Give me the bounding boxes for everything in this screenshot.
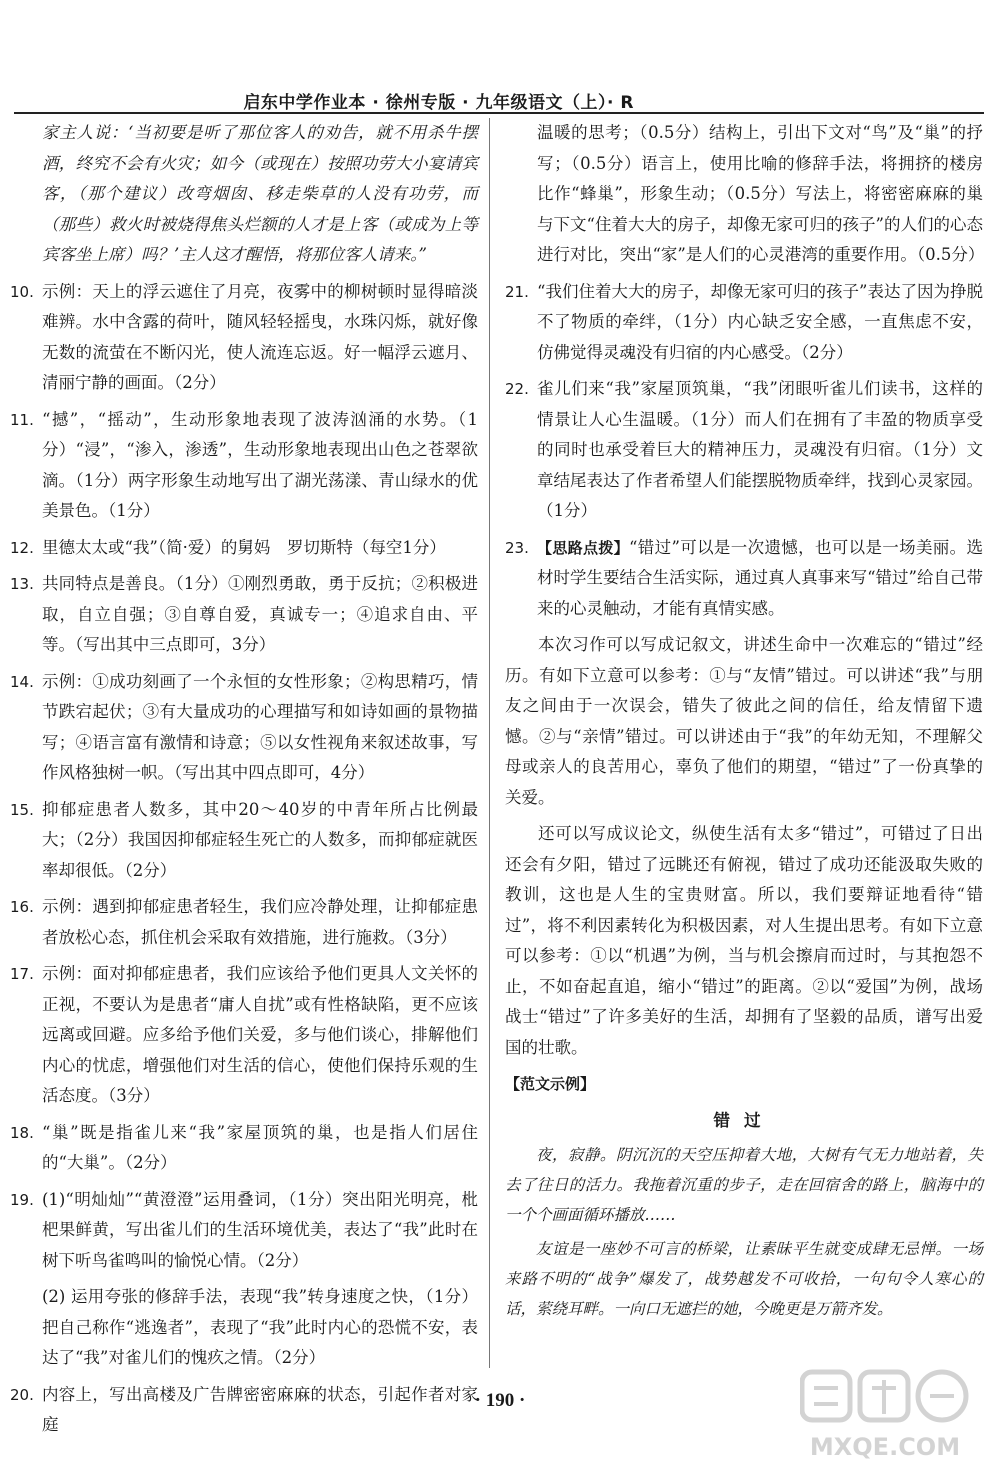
item-text: (1)“明灿灿”“黄澄澄”运用叠词，（1分）突出阳光明亮，枇杷果鲜黄，写出雀儿们的生活环境优美，表达了“我”此时在树下听鸟雀鸣叫的愉悦心情。（2分） — [42, 1189, 478, 1270]
item-text: 示例：①成功刻画了一个永恒的女性形象；②构思精巧，情节跌宕起伏；③有大量成功的心理描写和如诗如画的景物描写；④语言富有激情和诗意；⑤以女性视角来叙述故事，写作风格独树一帜。（写出其中四点即可，4分） — [42, 671, 478, 782]
item-number: 19. — [10, 1190, 34, 1209]
guidance-paragraph-1: 本次习作可以写成记叙文，讲述生命中一次难忘的“错过”经历。有如下立意可以参考：①与“友情”错过。可以讲述“我”与朋友之间由于一次误会，错失了彼此之间的信任，给友情留下遗憾。②与“亲情”错过。可以讲述由于“我”的年幼无知，不理解父母或亲人的良苦用心，辜负了他们的期望，“错过”了一份真挚的关爱。 — [505, 635, 983, 807]
answer-21 — [505, 277, 983, 369]
item-number: 23. — [505, 538, 529, 557]
column-divider — [489, 118, 490, 1368]
answer-9-continued: 家主人说：‘当初要是听了那位客人的劝告，就不用杀牛摆酒，终究不会有火灾；如今（或现在）按照功劳大小宴请宾客，（那个建议）改弯烟囱、移走柴草的人没有功劳，而（那些）救火时被烧得焦头烂额的人才是上客（或成为上等宾客坐上席）吗？’主人这才醒悟，将那位客人请来。” — [42, 123, 478, 264]
item-text: 里德太太或“我”（简·爱）的舅妈 罗切斯特（每空1分） — [42, 537, 446, 557]
essay-title: 错过 — [713, 1110, 775, 1130]
answer-22 — [505, 374, 983, 527]
item-number: 22. — [505, 380, 529, 398]
item-text: 抑郁症患者人数多，其中20～40岁的中青年所占比例最大；（2分）我国因抑郁症轻生死亡的人数多，而抑郁症就医率却很低。（2分） — [42, 799, 478, 880]
item-text: 示例：遇到抑郁症患者轻生，我们应冷静处理，让抑郁症患者放松心态，抓住机会采取有效措施，进行施救。（3分） — [42, 897, 478, 947]
watermark — [790, 1366, 980, 1461]
answer-19-part-2: (2) 运用夸张的修辞手法，表现“我”转身速度之快，（1分）把自己称作“逃逸者”，表现了“我”此时内心的恐慌不安，表达了“我”对雀儿们的愧疚之情。（2分） — [42, 1287, 478, 1367]
sample-essay-tag: 【范文示例】 — [505, 1075, 596, 1093]
left-column — [10, 118, 478, 1447]
right-column — [505, 118, 983, 1328]
answer-14 — [10, 667, 478, 789]
answer-15 — [10, 795, 478, 887]
item-text: 示例：天上的浮云遮住了月亮，夜雾中的柳树顿时显得暗淡难辨。水中含露的荷叶，随风轻轻摇曳，水珠闪烁，就好像无数的流萤在不断闪光，使人流连忘返。好一幅浮云遮月、清丽宁静的画面。（2分） — [42, 281, 478, 392]
answer-11 — [10, 405, 478, 527]
item-number: 18. — [10, 1123, 34, 1142]
item-text: 共同特点是善良。（1分）①刚烈勇敢，勇于反抗；②积极进取，自立自强；③自尊自爱，真诚专一；④追求自由、平等。（写出其中三点即可，3分） — [42, 574, 478, 654]
page-header — [14, 86, 984, 114]
item-text: 雀儿们来“我”家屋顶筑巢，“我”闭眼听雀儿们读书，这样的情景让人心生温暖。（1分）而人们在拥有了丰盈的物质享受的同时也承受着巨大的精神压力，灵魂没有归宿。（1分）文章结尾表达了作者希望人们能摆脱物质牵绊，找到心灵家园。（1分） — [537, 379, 983, 520]
item-text: “巢”既是指雀儿来“我”家屋顶筑的巢，也是指人们居住的“大巢”。（2分） — [42, 1122, 478, 1172]
guidance-paragraph-2: 还可以写成议论文，纵使生活有太多“错过”，可错过了日出还会有夕阳，错过了远眺还有俯视，错过了成功还能汲取失败的教训，这也是人生的宝贵财富。所以，我们要辩证地看待“错过”，将不利因素转化为积极因素，对人生提出思考。有如下立意可以参考：①以“机遇”为例，当与机会擦肩而过时，与其抱怨不止，不如奋起直追，缩小“错过”的距离。②以“爱国”为例，战场战士“错过”了许多美好的生活，却拥有了坚毅的品质，谱写出爱国的壮歌。 — [505, 824, 983, 1057]
watermark-url: MXQE.COM — [809, 1433, 961, 1461]
item-text: 内容上，写出高楼及广告牌密密麻麻的状态，引起作者对家庭 — [42, 1384, 478, 1434]
answer-18 — [10, 1118, 478, 1179]
answer-10 — [10, 277, 478, 399]
item-number: 11. — [10, 410, 34, 429]
header-title: 启东中学作业本 · 徐州专版 · 九年级语文（上）· R — [243, 93, 634, 113]
item-number: 14. — [10, 672, 34, 691]
answer-20-continued: 温暖的思考；（0.5分）结构上，引出下文对“鸟”及“巢”的抒写；（0.5分）语言上，使用比喻的修辞手法，将拥挤的楼房比作“蜂巢”，形象生动；（0.5分）写法上，将密密麻麻的巢与下文“住着大大的房子，却像无家可归的孩子”的人们的心态进行对比，突出“家”是人们的心灵港湾的重要作用。（0.5分） — [537, 123, 985, 264]
answer-23 — [505, 533, 983, 625]
answer-19 — [10, 1185, 478, 1277]
page-number: · 190 · — [474, 1390, 526, 1411]
item-text: “我们住着大大的房子，却像无家可归的孩子”表达了因为挣脱不了物质的牵绊，（1分）内心缺乏安全感，一直焦虑不安，仿佛觉得灵魂没有归宿的内心感受。（2分） — [537, 281, 983, 362]
hint-tag: 【思路点拨】 — [537, 538, 630, 557]
item-text: 示例：面对抑郁症患者，我们应该给予他们更具人文关怀的正视，不要认为是患者“庸人自扰”或有性格缺陷，更不应该远离或回避。应多给予他们关爱，多与他们谈心，排解他们内心的忧虑，增强他们对生活的信心，使他们保持乐观的生活态度。（3分） — [42, 964, 478, 1105]
answer-12 — [10, 533, 478, 564]
item-number: 16. — [10, 898, 34, 916]
item-number: 15. — [10, 800, 34, 819]
answer-13 — [10, 569, 478, 661]
essay-paragraph-1: 夜，寂静。阴沉沉的天空压抑着大地，大树有气无力地站着，失去了往日的活力。我拖着沉重的步子，走在回宿舍的路上，脑海中的一个个画面循环播放…… — [505, 1146, 983, 1224]
item-number: 10. — [10, 282, 34, 301]
item-number: 21. — [505, 282, 529, 301]
watermark-logo-icon — [800, 1366, 970, 1426]
item-number: 20. — [10, 1385, 34, 1404]
item-number: 13. — [10, 575, 34, 593]
item-number: 12. — [10, 538, 34, 557]
answer-16 — [10, 892, 478, 953]
item-text: “错过”可以是一次遗憾，也可以是一场美丽。选材时学生要结合生活实际，通过真人真事来写“错过”给自己带来的心灵触动，才能有真情实感。 — [537, 537, 983, 618]
essay-paragraph-2: 友谊是一座妙不可言的桥梁，让素昧平生就变成肆无忌惮。一场来路不明的“战争”爆发了，战势越发不可收拾，一句句令人寒心的话，萦绕耳畔。一向口无遮拦的她，今晚更是万箭齐发。 — [505, 1240, 983, 1318]
item-text: “撼”，“摇动”，生动形象地表现了波涛汹涌的水势。（1分）“浸”，“渗入，渗透”，生动形象地表现出山色之苍翠欲滴。（1分）两字形象生动地写出了湖光荡漾、青山绿水的优美景色。（1分） — [42, 409, 478, 520]
item-number: 17. — [10, 965, 34, 983]
answer-17 — [10, 959, 478, 1112]
